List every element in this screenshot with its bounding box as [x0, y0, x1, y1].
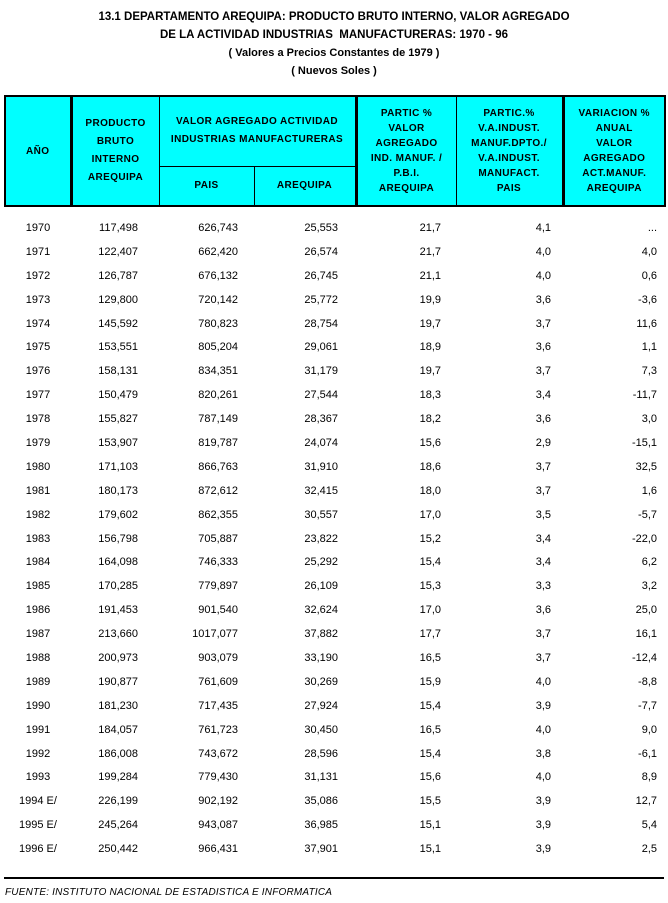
variacion-cell: 8,9	[641, 771, 658, 784]
year-cell: 1973	[25, 293, 51, 306]
year-cell: 1994 E/	[19, 795, 57, 808]
pbi-arequipa-cell: 245,264	[98, 819, 138, 832]
va-pais-cell: 720,142	[198, 293, 238, 306]
pbi-arequipa-cell: 181,230	[98, 699, 138, 712]
year-cell: 1991	[25, 723, 51, 736]
header-line: V.A.INDUST.	[478, 123, 540, 134]
spacer-row	[5, 206, 665, 216]
va-pais-cell: 761,723	[198, 723, 238, 736]
va-pais-cell: 943,087	[198, 819, 238, 832]
header-line: VARIACION %	[578, 108, 650, 119]
variacion-cell: 7,3	[641, 365, 658, 378]
table-row	[5, 431, 665, 455]
va-pais-cell: 862,355	[198, 508, 238, 521]
pbi-arequipa-cell: 226,199	[98, 795, 138, 808]
year-cell: 1975	[25, 341, 51, 354]
header-arequipa	[254, 166, 356, 206]
va-pais-cell: 705,887	[198, 532, 238, 545]
header-partic-pais	[456, 96, 563, 206]
table-row	[5, 335, 665, 359]
va-arequipa-cell: 23,822	[304, 532, 339, 545]
year-cell: 1992	[25, 747, 51, 760]
variacion-cell: 6,2	[641, 556, 658, 569]
year-cell: 1985	[25, 580, 51, 593]
variacion-cell: 1,1	[641, 341, 658, 354]
pbi-arequipa-cell: 179,602	[98, 508, 138, 521]
partic-pbi-cell: 15,2	[419, 532, 442, 545]
va-pais-cell: 1017,077	[192, 628, 238, 641]
pbi-arequipa-cell: 117,498	[99, 221, 138, 234]
variacion-cell: -22,0	[631, 532, 658, 545]
header-line: INTERNO	[91, 154, 140, 165]
va-arequipa-cell: 32,415	[304, 484, 339, 497]
table-row	[5, 574, 665, 598]
partic-pais-cell: 3,6	[535, 604, 552, 617]
pbi-arequipa-cell: 186,008	[98, 747, 138, 760]
partic-pais-cell: 4,1	[535, 221, 552, 234]
variacion-cell: 1,6	[641, 484, 658, 497]
pbi-arequipa-cell: 153,907	[98, 436, 138, 449]
variacion-cell: -8,8	[638, 675, 658, 688]
header-line: BRUTO	[96, 136, 135, 147]
variacion-cell: -5,7	[638, 508, 658, 521]
va-pais-cell: 819,787	[198, 436, 238, 449]
header-year	[5, 96, 71, 206]
variacion-cell: 16,1	[635, 628, 658, 641]
partic-pais-cell: 3,9	[535, 699, 552, 712]
header-line: IND. MANUF. /	[370, 153, 443, 164]
partic-pais-cell: 3,9	[535, 819, 552, 832]
year-cell: 1982	[25, 508, 51, 521]
year-cell: 1971	[25, 245, 51, 258]
variacion-cell: 0,6	[641, 269, 658, 282]
variacion-cell: -3,6	[638, 293, 658, 306]
pbi-arequipa-cell: 180,173	[98, 484, 138, 497]
va-pais-cell: 746,333	[198, 556, 238, 569]
va-arequipa-cell: 26,745	[304, 269, 339, 282]
partic-pbi-cell: 15,1	[419, 819, 442, 832]
va-arequipa-cell: 29,061	[304, 341, 339, 354]
header-line: V.A.INDUST.	[478, 153, 540, 164]
header-variacion	[563, 96, 665, 206]
page-subtitle-currency: ( Nuevos Soles )	[291, 65, 377, 77]
partic-pbi-cell: 18,9	[419, 341, 442, 354]
header-line: MANUF.DPTO./	[471, 138, 547, 149]
table-row	[5, 240, 665, 264]
partic-pais-cell: 3,7	[535, 460, 552, 473]
partic-pbi-cell: 15,4	[419, 699, 442, 712]
variacion-cell: 2,5	[641, 843, 658, 856]
partic-pais-cell: 2,9	[535, 436, 552, 449]
year-cell: 1983	[25, 532, 51, 545]
header-line: INDUSTRIAS MANUFACTURERAS	[170, 134, 344, 146]
partic-pbi-cell: 17,7	[419, 628, 442, 641]
partic-pais-cell: 3,5	[535, 508, 552, 521]
va-arequipa-cell: 33,190	[304, 651, 339, 664]
header-arequipa-label: AREQUIPA	[276, 180, 333, 192]
table-row	[5, 383, 665, 407]
va-arequipa-cell: 25,292	[304, 556, 339, 569]
table-row	[5, 264, 665, 288]
partic-pbi-cell: 17,0	[419, 508, 442, 521]
table-row	[5, 742, 665, 766]
pbi-arequipa-cell: 200,973	[98, 651, 138, 664]
va-arequipa-cell: 27,924	[304, 699, 339, 712]
variacion-cell: -12,4	[631, 651, 658, 664]
header-line: PRODUCTO	[85, 118, 146, 129]
pbi-arequipa-cell: 155,827	[98, 413, 138, 426]
year-cell: 1980	[25, 460, 51, 473]
va-arequipa-cell: 31,179	[304, 365, 339, 378]
va-pais-cell: 662,420	[198, 245, 238, 258]
year-cell: 1988	[25, 651, 51, 664]
pbi-arequipa-cell: 184,057	[98, 723, 138, 736]
partic-pbi-cell: 16,5	[419, 723, 442, 736]
va-pais-cell: 787,149	[198, 413, 238, 426]
year-cell: 1970	[25, 221, 51, 234]
va-arequipa-cell: 25,772	[304, 293, 339, 306]
pbi-arequipa-cell: 199,284	[98, 771, 138, 784]
partic-pbi-cell: 18,2	[419, 413, 442, 426]
table-row	[5, 670, 665, 694]
variacion-cell: -11,7	[632, 389, 658, 402]
year-cell: 1995 E/	[19, 819, 57, 832]
table-row	[5, 813, 665, 837]
variacion-cell: ...	[647, 221, 658, 234]
va-pais-cell: 743,672	[198, 747, 238, 760]
partic-pais-cell: 3,7	[535, 628, 552, 641]
partic-pais-cell: 4,0	[535, 245, 552, 258]
variacion-cell: 9,0	[641, 723, 658, 736]
table-row	[5, 503, 665, 527]
va-arequipa-cell: 31,131	[304, 771, 339, 784]
variacion-cell: 3,0	[641, 413, 658, 426]
va-pais-cell: 834,351	[198, 365, 238, 378]
pbi-arequipa-cell: 250,442	[98, 843, 138, 856]
va-arequipa-cell: 27,544	[304, 389, 339, 402]
partic-pbi-cell: 19,7	[419, 365, 442, 378]
partic-pbi-cell: 19,7	[419, 317, 442, 330]
va-pais-cell: 626,743	[198, 221, 238, 234]
header-line: AREQUIPA	[586, 183, 642, 194]
partic-pais-cell: 4,0	[535, 723, 552, 736]
va-arequipa-cell: 30,450	[304, 723, 339, 736]
year-cell: 1974	[25, 317, 51, 330]
table-row	[5, 359, 665, 383]
pbi-arequipa-cell: 170,285	[98, 580, 138, 593]
va-pais-cell: 866,763	[198, 460, 238, 473]
header-line: VALOR	[596, 138, 633, 149]
table-row	[5, 288, 665, 312]
variacion-cell: -15,1	[631, 436, 658, 449]
pbi-arequipa-cell: 156,798	[98, 532, 138, 545]
variacion-cell: 12,7	[635, 795, 658, 808]
partic-pbi-cell: 21,1	[419, 269, 442, 282]
partic-pais-cell: 3,9	[535, 795, 552, 808]
va-arequipa-cell: 26,109	[304, 580, 339, 593]
partic-pais-cell: 3,6	[535, 413, 552, 426]
partic-pbi-cell: 15,1	[419, 843, 442, 856]
va-pais-cell: 717,435	[198, 699, 238, 712]
year-cell: 1989	[25, 675, 51, 688]
va-arequipa-cell: 24,074	[304, 436, 339, 449]
partic-pbi-cell: 18,3	[419, 389, 442, 402]
header-valor-agregado-group	[159, 96, 356, 166]
partic-pais-cell: 3,7	[535, 651, 552, 664]
year-cell: 1979	[25, 436, 51, 449]
year-cell: 1978	[25, 413, 51, 426]
partic-pais-cell: 3,7	[535, 317, 552, 330]
partic-pais-cell: 4,0	[535, 269, 552, 282]
table-row	[5, 789, 665, 813]
partic-pais-cell: 4,0	[535, 675, 552, 688]
partic-pbi-cell: 15,6	[419, 436, 442, 449]
variacion-cell: -6,1	[638, 747, 658, 760]
partic-pbi-cell: 18,6	[419, 460, 442, 473]
pbi-arequipa-cell: 213,660	[98, 628, 138, 641]
table-body	[5, 206, 665, 861]
table-row	[5, 216, 665, 240]
year-cell: 1996 E/	[19, 843, 57, 856]
header-line: PARTIC %	[380, 108, 433, 119]
va-arequipa-cell: 37,901	[304, 843, 339, 856]
variacion-cell: 11,6	[636, 317, 658, 330]
va-arequipa-cell: 31,910	[304, 460, 339, 473]
variacion-cell: 25,0	[635, 604, 658, 617]
variacion-cell: 5,4	[641, 819, 658, 832]
va-pais-cell: 676,132	[198, 269, 238, 282]
year-cell: 1981	[25, 484, 51, 497]
va-pais-cell: 901,540	[198, 604, 238, 617]
header-line: VALOR AGREGADO ACTIVIDAD	[176, 116, 339, 128]
partic-pais-cell: 4,0	[535, 771, 552, 784]
pbi-arequipa-cell: 171,103	[98, 460, 138, 473]
pbi-arequipa-cell: 145,592	[98, 317, 138, 330]
table-row	[5, 527, 665, 551]
va-arequipa-cell: 26,574	[304, 245, 339, 258]
header-year-label: AÑO	[26, 145, 50, 157]
partic-pbi-cell: 15,4	[419, 556, 442, 569]
year-cell: 1972	[25, 269, 51, 282]
va-arequipa-cell: 30,557	[304, 508, 339, 521]
partic-pais-cell: 3,6	[535, 341, 552, 354]
pbi-arequipa-cell: 191,453	[98, 604, 138, 617]
statistics-table	[4, 95, 666, 861]
partic-pais-cell: 3,4	[535, 389, 552, 402]
header-pbi-arequipa	[71, 96, 159, 206]
variacion-cell: -7,7	[638, 699, 658, 712]
header-line: P.B.I.	[393, 168, 420, 179]
variacion-cell: 3,2	[641, 580, 658, 593]
header-line: PAIS	[496, 183, 522, 194]
pbi-arequipa-cell: 126,787	[98, 269, 138, 282]
partic-pbi-cell: 15,5	[419, 795, 442, 808]
header-line: AREQUIPA	[378, 183, 435, 194]
va-arequipa-cell: 32,624	[304, 604, 339, 617]
table-row	[5, 765, 665, 789]
year-cell: 1993	[25, 771, 51, 784]
table-row	[5, 718, 665, 742]
partic-pais-cell: 3,4	[535, 556, 552, 569]
va-pais-cell: 872,612	[198, 484, 238, 497]
page-subtitle-prices: ( Valores a Precios Constantes de 1979 )	[228, 47, 440, 59]
partic-pbi-cell: 19,9	[419, 293, 442, 306]
header-pais	[159, 166, 254, 206]
partic-pais-cell: 3,7	[535, 365, 552, 378]
table-row	[5, 622, 665, 646]
partic-pais-cell: 3,3	[535, 580, 552, 593]
table-header	[5, 96, 665, 206]
va-arequipa-cell: 28,754	[304, 317, 339, 330]
table-row	[5, 646, 665, 670]
pbi-arequipa-cell: 158,131	[98, 365, 138, 378]
partic-pais-cell: 3,6	[535, 293, 552, 306]
page-title-line-2: DE LA ACTIVIDAD INDUSTRIAS MANUFACTURERAS: 1970 - 96	[159, 29, 508, 41]
va-pais-cell: 779,897	[198, 580, 238, 593]
header-pais-label: PAIS	[194, 180, 219, 192]
va-arequipa-cell: 28,367	[304, 413, 339, 426]
year-cell: 1990	[25, 699, 51, 712]
header-partic-pbi	[356, 96, 456, 206]
va-arequipa-cell: 36,985	[304, 819, 339, 832]
va-pais-cell: 820,261	[198, 389, 238, 402]
partic-pais-cell: 3,9	[535, 843, 552, 856]
variacion-cell: 32,5	[635, 460, 658, 473]
partic-pbi-cell: 15,9	[419, 675, 442, 688]
partic-pbi-cell: 15,4	[419, 747, 442, 760]
va-pais-cell: 779,430	[198, 771, 238, 784]
partic-pbi-cell: 21,7	[419, 245, 442, 258]
pbi-arequipa-cell: 164,098	[98, 556, 138, 569]
partic-pais-cell: 3,7	[535, 484, 552, 497]
table-row	[5, 312, 665, 336]
table-row	[5, 598, 665, 622]
year-cell: 1986	[25, 604, 51, 617]
year-cell: 1976	[25, 365, 51, 378]
header-line: VALOR	[388, 123, 425, 134]
partic-pais-cell: 3,8	[535, 747, 552, 760]
table-row	[5, 694, 665, 718]
partic-pbi-cell: 17,0	[419, 604, 442, 617]
header-line: AGREGADO	[375, 138, 438, 149]
source-note: FUENTE: INSTITUTO NACIONAL DE ESTADISTICA E INFORMATICA	[5, 887, 333, 899]
page-title-line-1: 13.1 DEPARTAMENTO AREQUIPA: PRODUCTO BRUTO INTERNO, VALOR AGREGADO	[98, 11, 570, 23]
table-row	[5, 837, 665, 861]
year-cell: 1987	[25, 628, 51, 641]
partic-pbi-cell: 15,6	[419, 771, 442, 784]
pbi-arequipa-cell: 190,877	[98, 675, 138, 688]
year-cell: 1984	[25, 556, 51, 569]
va-arequipa-cell: 28,596	[304, 747, 339, 760]
table-row	[5, 550, 665, 574]
header-line: MANUFACT.	[478, 168, 540, 179]
title-block	[0, 0, 668, 80]
va-pais-cell: 903,079	[198, 651, 238, 664]
table-row	[5, 479, 665, 503]
pbi-arequipa-cell: 153,551	[98, 341, 138, 354]
partic-pbi-cell: 15,3	[419, 580, 442, 593]
table-row	[5, 407, 665, 431]
variacion-cell: 4,0	[641, 245, 658, 258]
va-pais-cell: 902,192	[198, 795, 238, 808]
pbi-arequipa-cell: 129,800	[98, 293, 138, 306]
header-line: AREQUIPA	[87, 172, 144, 183]
table-row	[5, 455, 665, 479]
partic-pbi-cell: 16,5	[419, 651, 442, 664]
year-cell: 1977	[25, 389, 51, 402]
pbi-arequipa-cell: 150,479	[98, 389, 138, 402]
header-line: ACT.MANUF.	[582, 168, 647, 179]
partic-pbi-cell: 18,0	[419, 484, 442, 497]
partic-pais-cell: 3,4	[535, 532, 552, 545]
va-arequipa-cell: 30,269	[304, 675, 339, 688]
header-line: ANUAL	[595, 123, 633, 134]
va-pais-cell: 966,431	[198, 843, 238, 856]
header-line: AGREGADO	[583, 153, 646, 164]
partic-pbi-cell: 21,7	[419, 221, 442, 234]
footer-rule	[4, 877, 664, 879]
va-arequipa-cell: 37,882	[304, 628, 339, 641]
va-pais-cell: 780,823	[198, 317, 238, 330]
va-arequipa-cell: 35,086	[304, 795, 339, 808]
header-line: PARTIC.%	[483, 108, 535, 119]
va-pais-cell: 805,204	[198, 341, 238, 354]
va-pais-cell: 761,609	[198, 675, 238, 688]
va-arequipa-cell: 25,553	[304, 221, 339, 234]
pbi-arequipa-cell: 122,407	[98, 245, 138, 258]
